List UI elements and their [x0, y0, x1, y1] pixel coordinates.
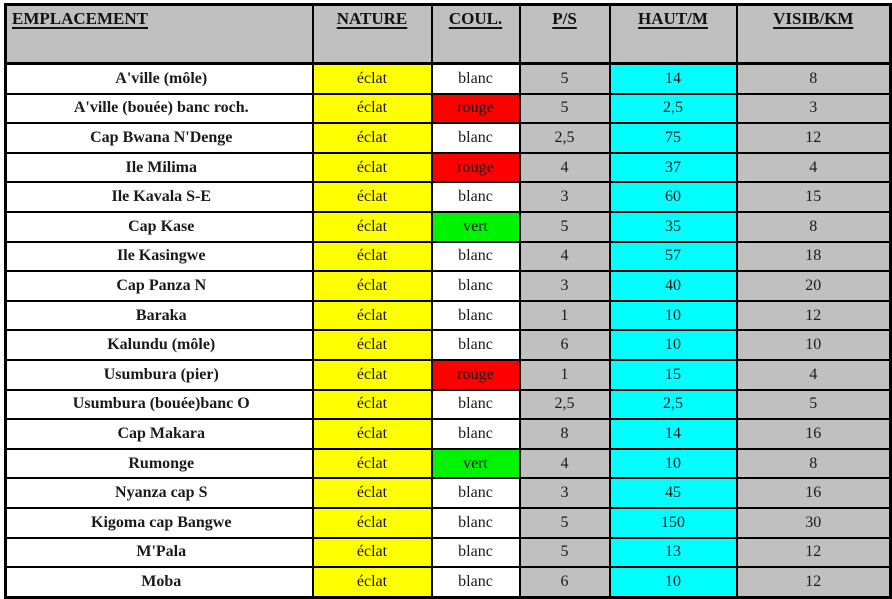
- emplacement-cell: Baraka: [6, 301, 313, 331]
- nature-cell: éclat: [313, 478, 432, 508]
- nature-cell: éclat: [313, 419, 432, 449]
- ps-cell: 6: [520, 567, 610, 597]
- haut-cell: 45: [610, 478, 737, 508]
- visib-cell: 18: [737, 242, 891, 272]
- haut-cell: 10: [610, 449, 737, 479]
- couleur-cell: blanc: [432, 419, 520, 449]
- table-row: [6, 360, 891, 390]
- emplacement-cell: Usumbura (bouée)banc O: [6, 390, 313, 420]
- ps-cell: 5: [520, 94, 610, 124]
- nature-cell: éclat: [313, 508, 432, 538]
- table-row: [6, 242, 891, 272]
- nature-cell: éclat: [313, 64, 432, 94]
- table-row: [6, 123, 891, 153]
- visib-cell: 15: [737, 182, 891, 212]
- couleur-cell: blanc: [432, 330, 520, 360]
- couleur-cell: blanc: [432, 567, 520, 597]
- couleur-cell: blanc: [432, 123, 520, 153]
- nature-cell: éclat: [313, 123, 432, 153]
- haut-cell: 14: [610, 419, 737, 449]
- haut-cell: 14: [610, 64, 737, 94]
- emplacement-cell: M'Pala: [6, 538, 313, 568]
- couleur-cell: blanc: [432, 271, 520, 301]
- couleur-cell: rouge: [432, 153, 520, 183]
- couleur-cell: blanc: [432, 478, 520, 508]
- table-row: [6, 94, 891, 124]
- nature-cell: éclat: [313, 330, 432, 360]
- haut-cell: 15: [610, 360, 737, 390]
- emplacement-cell: Kigoma cap Bangwe: [6, 508, 313, 538]
- table-row: [6, 64, 891, 94]
- table-row: [6, 153, 891, 183]
- table-row: [6, 567, 891, 597]
- ps-cell: 3: [520, 271, 610, 301]
- ps-cell: 3: [520, 478, 610, 508]
- couleur-cell: rouge: [432, 360, 520, 390]
- nature-cell: éclat: [313, 182, 432, 212]
- haut-cell: 10: [610, 567, 737, 597]
- emplacement-cell: Cap Bwana N'Denge: [6, 123, 313, 153]
- nature-cell: éclat: [313, 153, 432, 183]
- couleur-cell: blanc: [432, 182, 520, 212]
- table-body: [6, 64, 891, 598]
- haut-cell: 57: [610, 242, 737, 272]
- emplacement-cell: A'ville (môle): [6, 64, 313, 94]
- table-row: [6, 390, 891, 420]
- header-emplacement: EMPLACEMENT: [6, 5, 313, 64]
- table-row: [6, 182, 891, 212]
- emplacement-cell: Usumbura (pier): [6, 360, 313, 390]
- ps-cell: 8: [520, 419, 610, 449]
- emplacement-cell: Rumonge: [6, 449, 313, 479]
- ps-cell: 5: [520, 64, 610, 94]
- table-row: [6, 330, 891, 360]
- visib-cell: 12: [737, 567, 891, 597]
- visib-cell: 8: [737, 449, 891, 479]
- nature-cell: éclat: [313, 301, 432, 331]
- header-nature: NATURE: [313, 5, 432, 64]
- emplacement-cell: Ile Milima: [6, 153, 313, 183]
- emplacement-cell: A'ville (bouée) banc roch.: [6, 94, 313, 124]
- couleur-cell: blanc: [432, 508, 520, 538]
- emplacement-cell: Ile Kasingwe: [6, 242, 313, 272]
- ps-cell: 1: [520, 360, 610, 390]
- haut-cell: 40: [610, 271, 737, 301]
- ps-cell: 4: [520, 449, 610, 479]
- table-row: [6, 419, 891, 449]
- emplacement-cell: Cap Panza N: [6, 271, 313, 301]
- nature-cell: éclat: [313, 538, 432, 568]
- visib-cell: 20: [737, 271, 891, 301]
- haut-cell: 150: [610, 508, 737, 538]
- table-row: [6, 271, 891, 301]
- visib-cell: 16: [737, 419, 891, 449]
- header-haut: HAUT/M: [610, 5, 737, 64]
- nature-cell: éclat: [313, 390, 432, 420]
- ps-cell: 1: [520, 301, 610, 331]
- ps-cell: 5: [520, 538, 610, 568]
- ps-cell: 4: [520, 242, 610, 272]
- nature-cell: éclat: [313, 449, 432, 479]
- header-ps: P/S: [520, 5, 610, 64]
- couleur-cell: vert: [432, 212, 520, 242]
- table-row: [6, 449, 891, 479]
- table-row: [6, 508, 891, 538]
- visib-cell: 30: [737, 508, 891, 538]
- visib-cell: 5: [737, 390, 891, 420]
- nature-cell: éclat: [313, 242, 432, 272]
- table-row: [6, 538, 891, 568]
- couleur-cell: blanc: [432, 390, 520, 420]
- emplacement-cell: Cap Makara: [6, 419, 313, 449]
- haut-cell: 35: [610, 212, 737, 242]
- haut-cell: 2,5: [610, 390, 737, 420]
- nature-cell: éclat: [313, 94, 432, 124]
- visib-cell: 8: [737, 64, 891, 94]
- lights-table-container: [4, 3, 892, 599]
- haut-cell: 60: [610, 182, 737, 212]
- table-row: [6, 212, 891, 242]
- couleur-cell: rouge: [432, 94, 520, 124]
- haut-cell: 75: [610, 123, 737, 153]
- ps-cell: 2,5: [520, 390, 610, 420]
- emplacement-cell: Ile Kavala S-E: [6, 182, 313, 212]
- nature-cell: éclat: [313, 212, 432, 242]
- visib-cell: 3: [737, 94, 891, 124]
- visib-cell: 8: [737, 212, 891, 242]
- emplacement-cell: Cap Kase: [6, 212, 313, 242]
- table-row: [6, 301, 891, 331]
- ps-cell: 2,5: [520, 123, 610, 153]
- visib-cell: 12: [737, 301, 891, 331]
- nature-cell: éclat: [313, 360, 432, 390]
- header-row: [6, 5, 891, 64]
- lights-table: [4, 3, 892, 599]
- haut-cell: 13: [610, 538, 737, 568]
- header-couleur: COUL.: [432, 5, 520, 64]
- header-visib: VISIB/KM: [737, 5, 891, 64]
- haut-cell: 2,5: [610, 94, 737, 124]
- couleur-cell: blanc: [432, 242, 520, 272]
- emplacement-cell: Moba: [6, 567, 313, 597]
- couleur-cell: blanc: [432, 301, 520, 331]
- couleur-cell: blanc: [432, 64, 520, 94]
- visib-cell: 4: [737, 153, 891, 183]
- ps-cell: 6: [520, 330, 610, 360]
- ps-cell: 3: [520, 182, 610, 212]
- emplacement-cell: Kalundu (môle): [6, 330, 313, 360]
- couleur-cell: blanc: [432, 538, 520, 568]
- haut-cell: 10: [610, 301, 737, 331]
- haut-cell: 37: [610, 153, 737, 183]
- haut-cell: 10: [610, 330, 737, 360]
- visib-cell: 12: [737, 123, 891, 153]
- visib-cell: 4: [737, 360, 891, 390]
- visib-cell: 16: [737, 478, 891, 508]
- visib-cell: 12: [737, 538, 891, 568]
- ps-cell: 5: [520, 508, 610, 538]
- couleur-cell: vert: [432, 449, 520, 479]
- table-row: [6, 478, 891, 508]
- ps-cell: 5: [520, 212, 610, 242]
- emplacement-cell: Nyanza cap S: [6, 478, 313, 508]
- visib-cell: 10: [737, 330, 891, 360]
- nature-cell: éclat: [313, 271, 432, 301]
- nature-cell: éclat: [313, 567, 432, 597]
- ps-cell: 4: [520, 153, 610, 183]
